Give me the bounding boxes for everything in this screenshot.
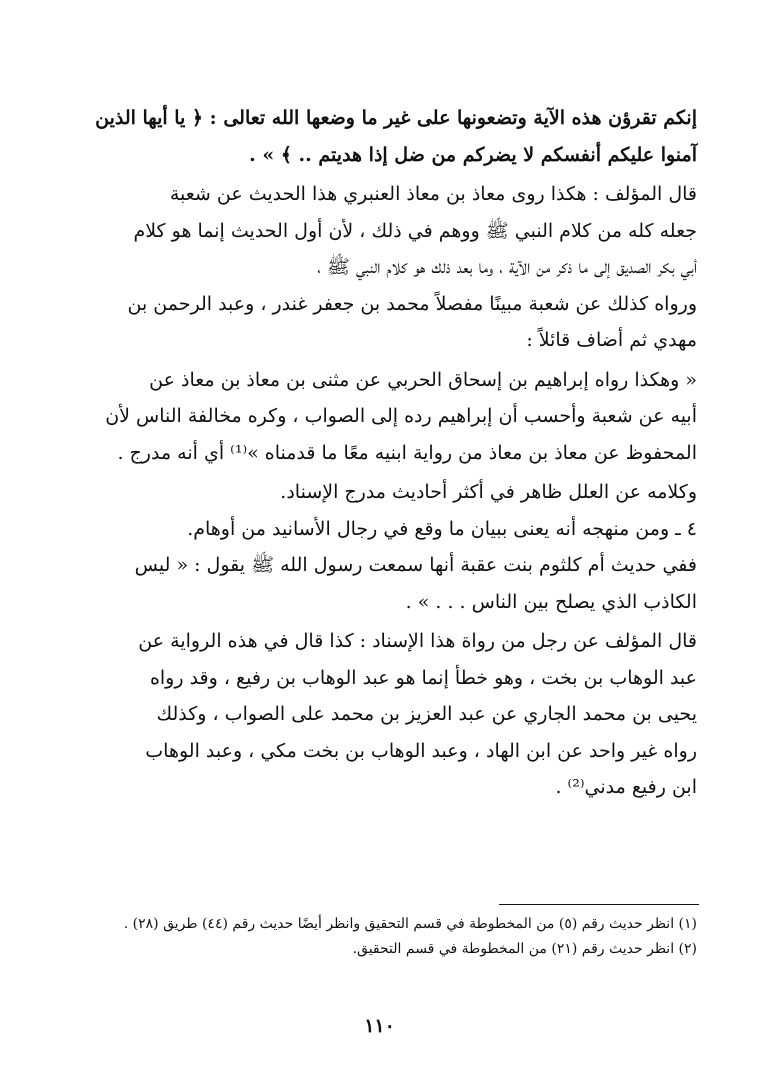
body-text xyxy=(62,100,697,806)
text-line-7: مهدي ثم أضاف قائلاً : xyxy=(526,329,697,351)
text-line-4: جعله كله من كلام النبي ﷺ ووهم في ذلك ، لأن أول الحديث إنما هو كلام xyxy=(133,219,697,242)
text-line-5: أبي بكر الصديق إلى ما ذكر من الآية ، وما بعد ذلك هو كلام النبي ﷺ ، xyxy=(317,256,697,278)
text-line-14: الكاذب الذي يصلح بين الناس . . . » . xyxy=(405,590,697,613)
text-line-2: آمنوا عليكم أنفسكم لا يضركم من ضل إذا هديتم .. ﴾ » . xyxy=(249,143,697,166)
text-line-10: المحفوظ عن معاذ بن معاذ من رواية ابنيه معًا ما قدمناه »⁽¹⁾ أي أنه مدرج . xyxy=(117,441,697,464)
footnote-2: (٢) انظر حديث رقم (٢١) من المخطوطة في قسم التحقيق. xyxy=(352,941,697,957)
text-line-6: ورواه كذلك عن شعبة مبينًا مفصلاً محمد بن جعفر غندر ، وعبد الرحمن بن xyxy=(127,292,697,315)
text-line-9: أبيه عن شعبة وأحسب أن إبراهيم رده إلى الصواب ، وكره مخالفة الناس لأن xyxy=(105,405,697,427)
text-line-12: ٤ ـ ومن منهجه أنه يعنى ببيان ما وقع في رجال الأسانيد من أوهام. xyxy=(187,517,697,540)
text-line-18: رواه غير واحد عن ابن الهاد ، وعبد الوهاب بن بخت مكي ، وعبد الوهاب xyxy=(145,739,697,762)
text-line-3: قال المؤلف : هكذا روى معاذ بن معاذ العنبري هذا الحديث عن شعبة xyxy=(169,183,697,205)
text-line-11: وكلامه عن العلل ظاهر في أكثر أحاديث مدرج الإسناد. xyxy=(280,481,697,503)
page-number: ١١٠ xyxy=(364,1015,395,1037)
footnote-1: (١) انظر حديث رقم (٥) من المخطوطة في قسم التحقيق وانظر أيضًا حديث رقم (٤٤) طريق (٢٨) . xyxy=(123,916,697,932)
footnote-divider xyxy=(499,904,699,905)
footnotes xyxy=(62,912,697,962)
text-line-13: ففي حديث أم كلثوم بنت عقبة أنها سمعت رسول الله ﷺ يقول : « ليس xyxy=(134,554,697,576)
text-line-16: عبد الوهاب بن بخت ، وهو خطأ إنما هو عبد الوهاب بن رفيع ، وقد رواه xyxy=(149,666,697,689)
text-line-15: قال المؤلف عن رجل من رواة هذا الإسناد : كذا قال في هذه الرواية عن xyxy=(138,630,697,652)
text-line-1: إنكم تقرؤن هذه الآية وتضعونها على غير ما وضعها الله تعالى : ﴿ يا أيها الذين xyxy=(95,107,697,129)
text-line-17: يحيى بن محمد الجاري عن عبد العزيز بن محمد على الصواب ، وكذلك xyxy=(156,703,697,725)
text-line-8: « وهكذا رواه إبراهيم بن إسحاق الحربي عن مثنى بن معاذ بن معاذ عن xyxy=(149,368,697,391)
text-line-19: ابن رفيع مدني⁽²⁾ . xyxy=(555,776,697,798)
